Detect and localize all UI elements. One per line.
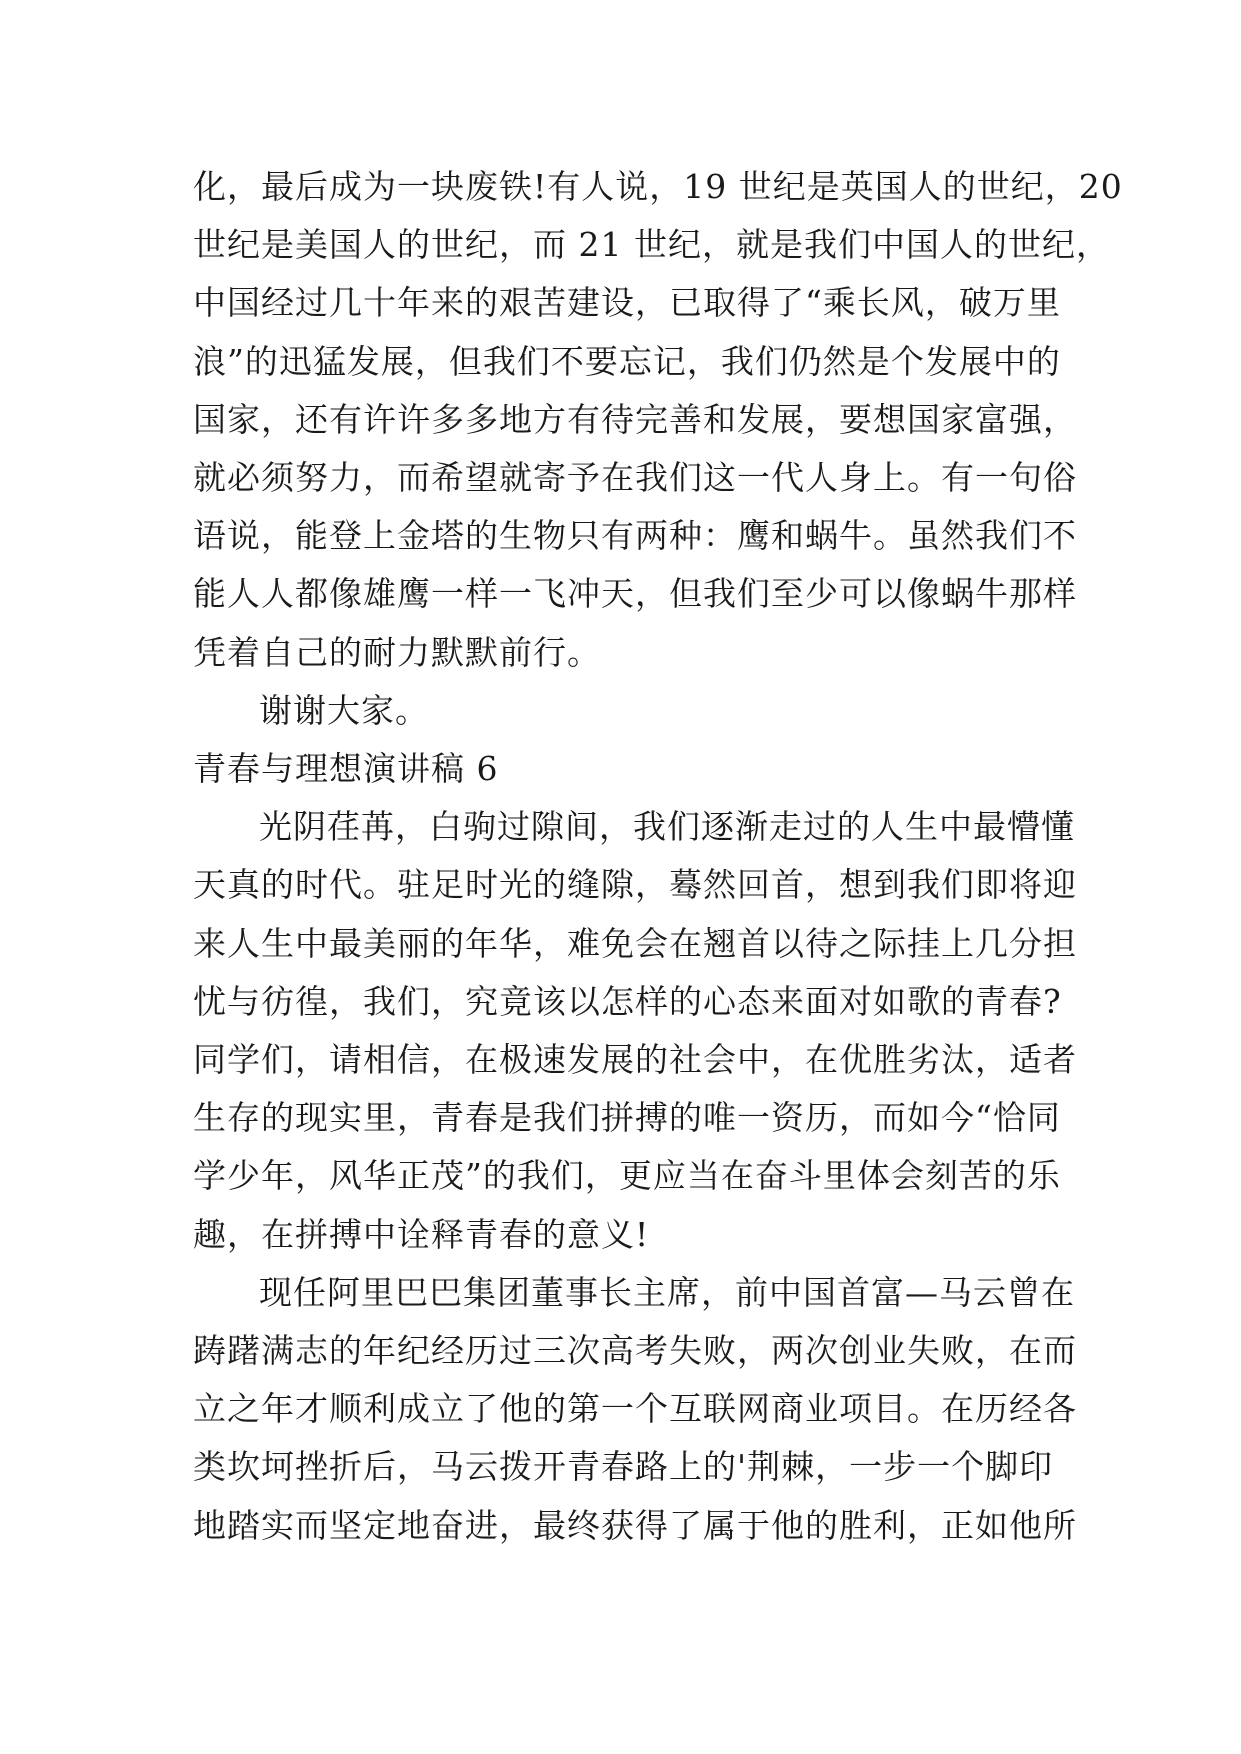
text-line: 中国经过几十年来的艰苦建设，已取得了“乘长风，破万里 (193, 283, 1061, 323)
text-line: 谢谢大家。 (259, 690, 429, 730)
section-heading (193, 740, 1093, 798)
text-line: 凭着自己的耐力默默前行。 (193, 632, 601, 672)
text-line: 现任阿里巴巴集团董事长主席，前中国首富—马云曾在 (259, 1272, 1075, 1312)
text-line: 类坎坷挫折后，马云拨开青春路上的'荆棘，一步一个脚印 (193, 1447, 1054, 1487)
text-line: 忧与彷徨，我们，究竟该以怎样的心态来面对如歌的青春? (193, 981, 1062, 1021)
text-line: 浪”的迅猛发展，但我们不要忘记，我们仍然是个发展中的 (193, 341, 1061, 381)
paragraph-continuation (193, 158, 1123, 682)
paragraph (193, 1264, 1093, 1555)
text-line: 世纪是美国人的世纪，而 21 世纪，就是我们中国人的世纪， (193, 225, 1110, 265)
text-line: 语说，能登上金塔的生物只有两种：鹰和蜗牛。虽然我们不 (193, 516, 1077, 556)
heading-text: 青春与理想演讲稿 6 (193, 749, 499, 789)
text-line: 地踏实而坚定地奋进，最终获得了属于他的胜利，正如他所 (193, 1505, 1077, 1545)
text-line: 趣，在拼搏中诠释青春的意义! (193, 1214, 650, 1254)
text-line: 来人生中最美丽的年华，难免会在翘首以待之际挂上几分担 (193, 923, 1077, 963)
text-line: 化，最后成为一块废铁!有人说，19 世纪是英国人的世纪，20 (193, 167, 1123, 206)
text-line: 就必须努力，而希望就寄予在我们这一代人身上。有一句俗 (193, 458, 1077, 498)
text-line: 国家，还有许许多多地方有待完善和发展，要想国家富强， (193, 399, 1077, 439)
text-line: 立之年才顺利成立了他的第一个互联网商业项目。在历经各 (193, 1389, 1077, 1429)
document-body (193, 158, 1123, 1555)
text-line: 生存的现实里，青春是我们拼搏的唯一资历，而如今“恰同 (193, 1098, 1061, 1138)
paragraph (193, 798, 1093, 1264)
closing-line (193, 682, 1093, 740)
text-line: 能人人都像雄鹰一样一飞冲天，但我们至少可以像蜗牛那样 (193, 574, 1077, 614)
text-line: 踌躇满志的年纪经历过三次高考失败，两次创业失败，在而 (193, 1331, 1077, 1371)
text-line: 同学们，请相信，在极速发展的社会中，在优胜劣汰，适者 (193, 1040, 1077, 1080)
text-line: 天真的时代。驻足时光的缝隙，蓦然回首，想到我们即将迎 (193, 865, 1077, 905)
text-line: 学少年，风华正茂”的我们，更应当在奋斗里体会刻苦的乐 (193, 1156, 1061, 1196)
text-line: 光阴荏苒，白驹过隙间，我们逐渐走过的人生中最懵懂 (259, 807, 1075, 847)
